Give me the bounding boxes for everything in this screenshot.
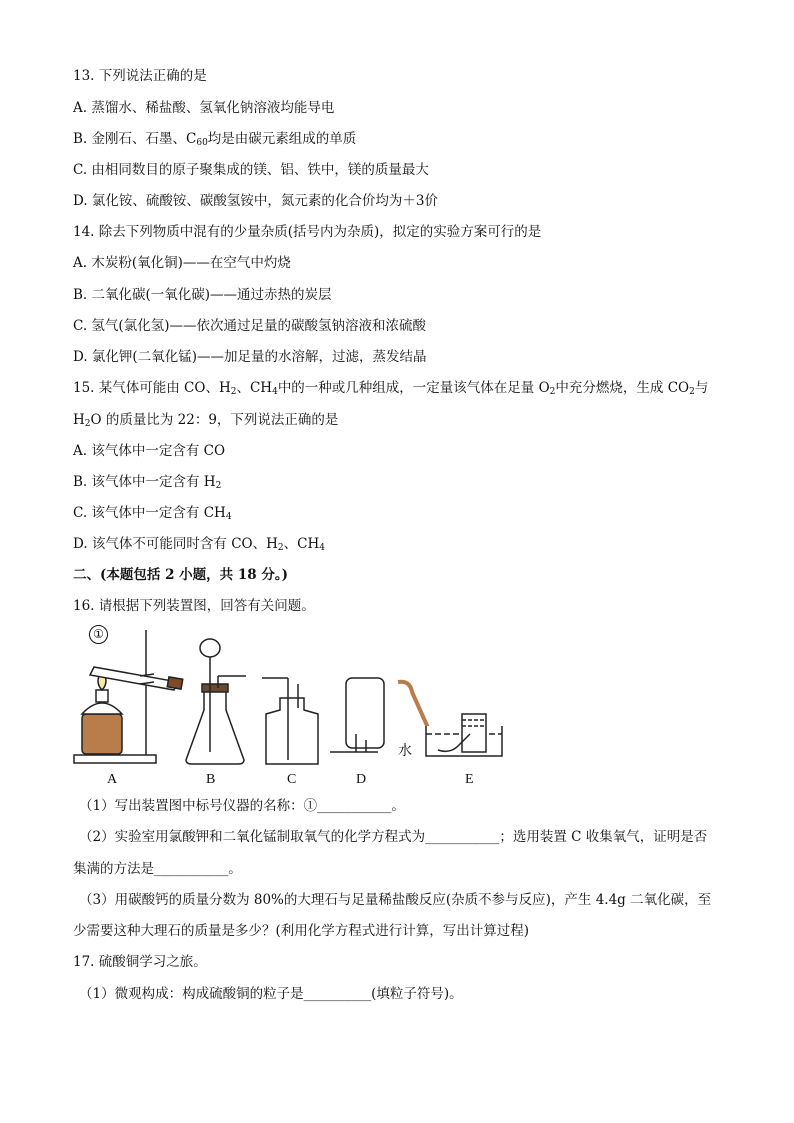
q13-option-d: D. 氯化铵、硫酸铵、碳酸氢铵中，氮元素的化合价均为＋3价 [73,193,439,209]
water-label: 水 [398,743,412,759]
label-e: E [465,772,474,787]
q14-option-b: B. 二氧化碳(一氧化碳)——通过赤热的炭层 [73,287,332,303]
q13-option-c: C. 由相同数目的原子聚集成的镁、铝、铁中，镁的质量最大 [73,162,429,178]
label-a: A [107,772,118,787]
apparatus-b [186,639,246,764]
apparatus-e [398,682,502,756]
q16-part2-line2: 集满的方法是___________。 [73,861,242,877]
q16-stem: 16. 请根据下列装置图，回答有关问题。 [73,598,315,614]
apparatus-c [262,678,318,764]
q13-option-b: B. 金刚石、石墨、$C_{60}$均是由碳元素组成的单质 [73,131,357,148]
q16-part3: （3）用碳酸钙的质量分数为 80%的大理石与足量稀盐酸反应(杂质不参与反应)，产生 4.4g 二氧化碳，至 [79,892,712,908]
label-c: C [287,772,297,787]
label-b: B [206,772,216,787]
q16-part1: （1）写出装置图中标号仪器的名称：①___________。 [79,798,405,814]
q15-option-c: C. 该气体中一定含有 $CH_4$ [73,505,232,522]
apparatus-figure [66,622,526,792]
q14-stem: 14. 除去下列物质中混有的少量杂质(括号内为杂质)，拟定的实验方案可行的是 [73,224,542,240]
label-d: D [356,772,367,787]
q13-stem: 13. 下列说法正确的是 [73,68,207,84]
q15-option-d: D. 该气体不可能同时含有 CO、$H_2$、$CH_4$ [73,536,325,553]
section-heading: 二、(本题包括 2 小题，共 18 分。) [73,567,289,583]
q17-stem: 17. 硫酸铜学习之旅。 [73,954,207,970]
q15-stem: 15. 某气体可能由 CO、$H_2$、$CH_4$中的一种或几种组成，一定量该气体在足量 $O_2$中充分燃烧，生成 $CO_2$与 [73,380,709,397]
q14-option-a: A. 木炭粉(氧化铜)——在空气中灼烧 [73,255,291,271]
apparatus-a [74,630,183,763]
q15-stem-line2: $H_2O$ 的质量比为 22：9，下列说法正确的是 [73,412,339,429]
q17-part1: （1）微观构成：构成硫酸铜的粒子是__________(填粒子符号)。 [79,986,463,1002]
apparatus-d [330,678,384,752]
marker-1: ① [89,625,108,644]
q15-option-b: B. 该气体中一定含有 $H_2$ [73,474,222,491]
q13-option-a: A. 蒸馏水、稀盐酸、氢氧化钠溶液均能导电 [73,100,335,116]
q16-part2: （2）实验室用氯酸钾和二氧化锰制取氧气的化学方程式为___________；选用装置 C 收集氧气，证明是否 [79,829,708,845]
q16-part3-line2: 少需要这种大理石的质量是多少？(利用化学方程式进行计算，写出计算过程) [73,923,530,939]
q14-option-d: D. 氯化钾(二氧化锰)——加足量的水溶解，过滤，蒸发结晶 [73,349,427,365]
q15-option-a: A. 该气体中一定含有 CO [73,443,226,459]
q14-option-c: C. 氢气(氯化氢)——依次通过足量的碳酸氢钠溶液和浓硫酸 [73,318,426,334]
